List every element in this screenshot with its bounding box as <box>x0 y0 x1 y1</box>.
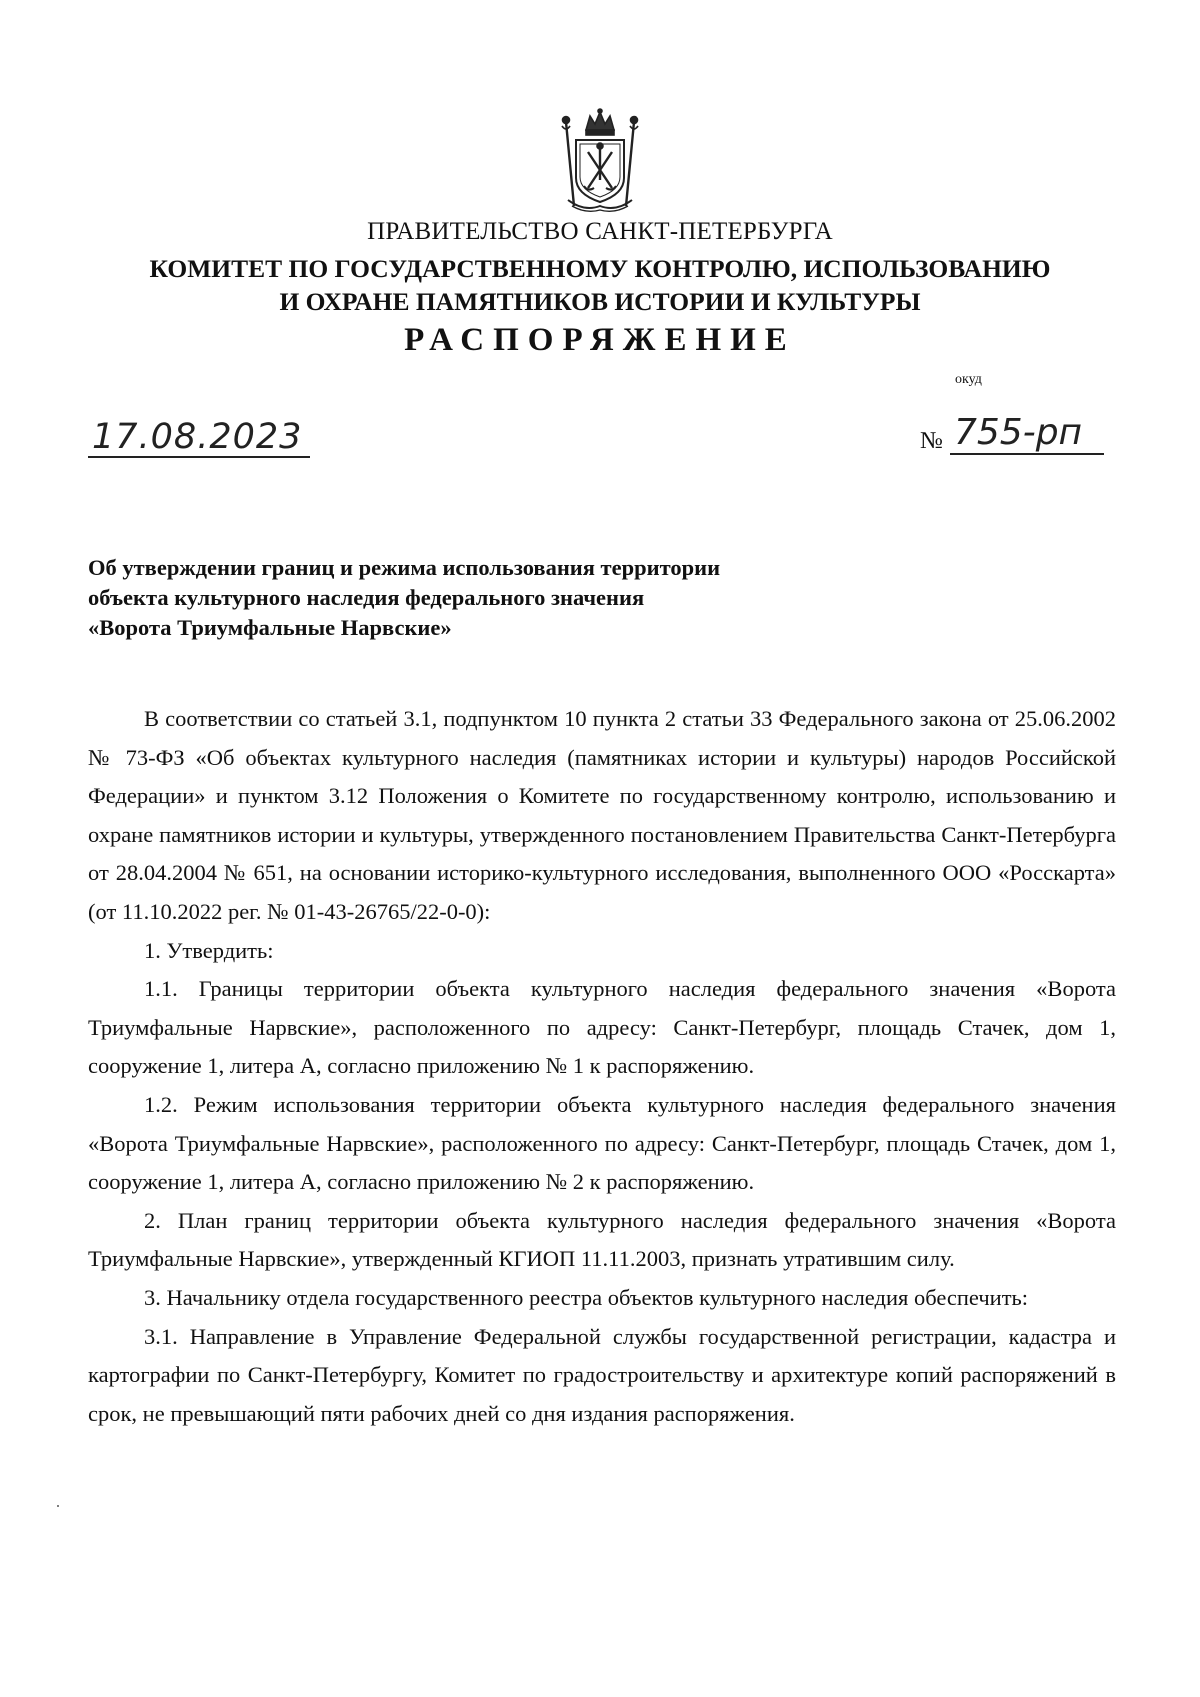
committee-title-line-1: КОМИТЕТ ПО ГОСУДАРСТВЕННОМУ КОНТРОЛЮ, ИСПОЛЬЗОВАНИЮ <box>149 254 1051 283</box>
saint-petersburg-coat-of-arms-icon <box>558 108 642 214</box>
document-type: РАСПОРЯЖЕНИЕ <box>404 322 796 358</box>
document-number: 755-рп <box>950 413 1104 455</box>
document-body <box>88 700 1116 1433</box>
clause-3-1: 3.1. Направление в Управление Федеральной службы государственной регистрации, кадастра и картографии по Санкт-Петербургу, Комитет по градостроительству и архитектуре копий распоряжений в срок, не превышающий пяти рабочих дней со дня издания распоряжения. <box>88 1323 1116 1426</box>
committee-title <box>0 252 1200 318</box>
subject-line-3: «Ворота Триумфальные Нарвские» <box>88 615 452 640</box>
number-sign: № <box>920 428 943 454</box>
preamble-paragraph: В соответствии со статьей 3.1, подпунктом 10 пункта 2 статьи 33 Федерального закона от 25.06.2002 № 73-ФЗ «Об объектах культурного наследия (памятниках истории и культуры) народов Российской Федерации» и пунктом 3.12 Положения о Комитете по государственному контролю, использованию и охране памятников истории и культуры, утвержденного постановлением Правительства Санкт-Петербурга от 28.04.2004 № 651, на основании историко-культурного исследования, выполненного ООО «Росскарта» (от 11.10.2022 рег. № 01-43-26765/22-0-0): <box>88 706 1116 924</box>
government-title: ПРАВИТЕЛЬСТВО САНКТ-ПЕТЕРБУРГА <box>367 218 833 245</box>
clause-1-1: 1.1. Границы территории объекта культурного наследия федерального значения «Ворота Триумфальные Нарвские», расположенного по адресу: Санкт-Петербург, площадь Стачек, дом 1, сооружение 1, литера А, согласно приложению № 1 к распоряжению. <box>88 976 1116 1079</box>
document-subject <box>88 553 888 643</box>
scan-speck <box>57 1505 59 1507</box>
clause-1: 1. Утвердить: <box>144 937 274 963</box>
document-date: 17.08.2023 <box>88 418 310 458</box>
clause-3: 3. Начальнику отдела государственного реестра объектов культурного наследия обеспечить: <box>144 1284 1029 1310</box>
clause-2: 2. План границ территории объекта культурного наследия федерального значения «Ворота Триумфальные Нарвские», утвержденный КГИОП 11.11.2003, признать утратившим силу. <box>88 1207 1116 1272</box>
subject-line-2: объекта культурного наследия федерального значения <box>88 585 645 610</box>
subject-line-1: Об утверждении границ и режима использования территории <box>88 555 721 580</box>
okud-label: окуд <box>955 372 982 387</box>
committee-title-line-2: И ОХРАНЕ ПАМЯТНИКОВ ИСТОРИИ И КУЛЬТУРЫ <box>279 287 921 316</box>
clause-1-2: 1.2. Режим использования территории объекта культурного наследия федерального значения «Ворота Триумфальные Нарвские», расположенного по адресу: Санкт-Петербург, площадь Стачек, дом 1, сооружение 1, литера А, согласно приложению № 2 к распоряжению. <box>88 1091 1116 1195</box>
